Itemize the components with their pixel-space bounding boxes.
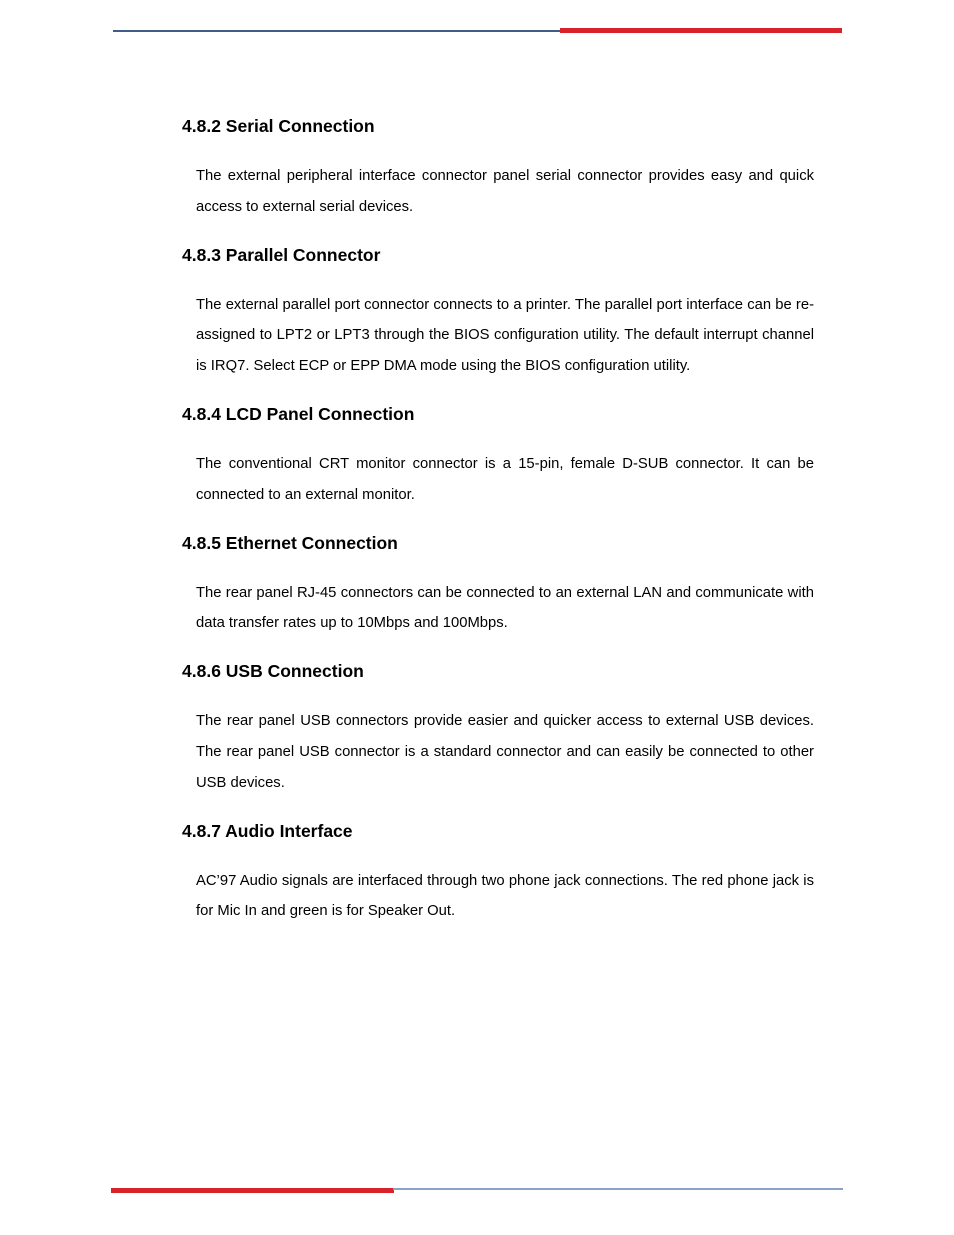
section-heading: 4.8.6 USB Connection [182, 661, 364, 682]
section-usb-connection [182, 659, 814, 798]
section-body: The rear panel USB connectors provide easier and quicker access to external USB devices. The rear panel USB connector is a standard connector and can easily be connected to other USB devices. [196, 713, 814, 791]
header-rule-red [560, 28, 842, 33]
section-heading: 4.8.2 Serial Connection [182, 116, 375, 136]
section-heading: 4.8.3 Parallel Connector [182, 244, 381, 265]
section-heading: 4.8.7 Audio Interface [182, 820, 353, 841]
section-ethernet-connection [182, 531, 814, 640]
section-body: AC’97 Audio signals are interfaced through two phone jack connections. The red phone jack is for Mic In and green is for Speaker Out. [196, 872, 814, 920]
header-rule-blue [113, 30, 561, 32]
section-serial-connection [182, 114, 814, 223]
section-heading: 4.8.5 Ethernet Connection [182, 532, 398, 553]
section-heading: 4.8.4 LCD Panel Connection [182, 403, 415, 424]
section-body: The rear panel RJ-45 connectors can be connected to an external LAN and communicate with data transfer rates up to 10Mbps and 100Mbps. [196, 584, 814, 632]
section-lcd-panel-connection [182, 402, 814, 511]
section-body: The external parallel port connector connects to a printer. The parallel port interface can be re-assigned to LPT2 or LPT3 through the BIOS configuration utility. The default interrupt channel is IRQ7. Select ECP or EPP DMA mode using the BIOS configuration utility. [196, 296, 814, 375]
footer-rule-blue [393, 1188, 843, 1190]
section-body: The conventional CRT monitor connector is a 15-pin, female D-SUB connector. It can be connected to an external monitor. [196, 455, 814, 503]
section-audio-interface [182, 819, 814, 928]
page-content [182, 114, 814, 947]
footer-rule-red [111, 1188, 394, 1193]
section-parallel-connector [182, 243, 814, 382]
section-body: The external peripheral interface connector panel serial connector provides easy and quick access to external serial devices. [196, 168, 814, 215]
